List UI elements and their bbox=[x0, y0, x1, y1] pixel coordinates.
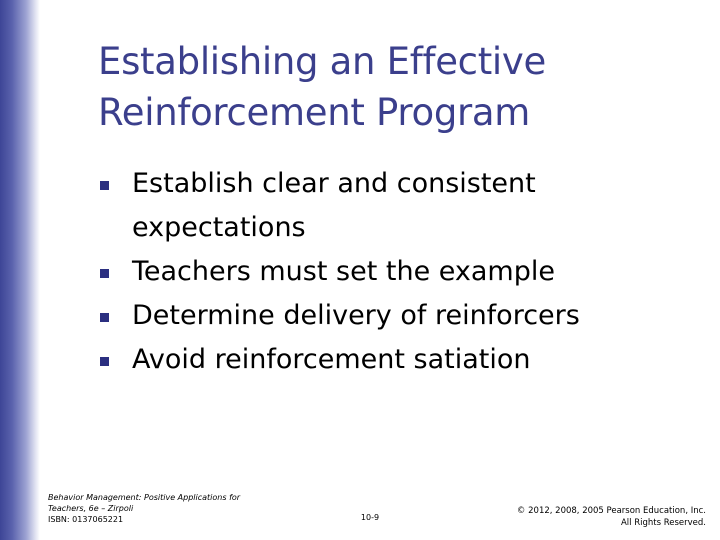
bullet-item bbox=[100, 162, 700, 250]
footer-copyright-line-2: All Rights Reserved. bbox=[620, 518, 706, 528]
bullet-list bbox=[100, 162, 700, 382]
slide-title-line-1: Establishing an Effective bbox=[98, 40, 546, 83]
bullet-text-line: Avoid reinforcement satiation bbox=[132, 344, 531, 375]
bullet-item bbox=[100, 338, 700, 382]
slide-title bbox=[98, 36, 698, 138]
square-bullet-icon bbox=[100, 313, 109, 322]
footer-copyright-line-1: © 2012, 2008, 2005 Pearson Education, Inc. bbox=[516, 506, 706, 516]
footer-isbn: ISBN: 0137065221 bbox=[48, 515, 124, 524]
bullet-item bbox=[100, 294, 700, 338]
footer-book-title-line-2: Teachers, 6e – Zirpoli bbox=[48, 504, 134, 513]
square-bullet-icon bbox=[100, 269, 109, 278]
bullet-text-line: Establish clear and consistent bbox=[132, 168, 536, 199]
slide-title-line-2: Reinforcement Program bbox=[98, 91, 531, 134]
square-bullet-icon bbox=[100, 181, 109, 190]
bullet-text-line: expectations bbox=[132, 212, 306, 243]
bullet-text-line: Determine delivery of reinforcers bbox=[132, 300, 580, 331]
footer-copyright bbox=[406, 505, 706, 529]
left-gradient-band bbox=[0, 0, 40, 540]
square-bullet-icon bbox=[100, 357, 109, 366]
footer-page-number: 10-9 bbox=[360, 513, 380, 522]
bullet-text-line: Teachers must set the example bbox=[132, 256, 555, 287]
bullet-item bbox=[100, 250, 700, 294]
footer-book-title-line-1: Behavior Management: Positive Applications for bbox=[48, 493, 241, 502]
footer-book-info bbox=[48, 492, 288, 525]
